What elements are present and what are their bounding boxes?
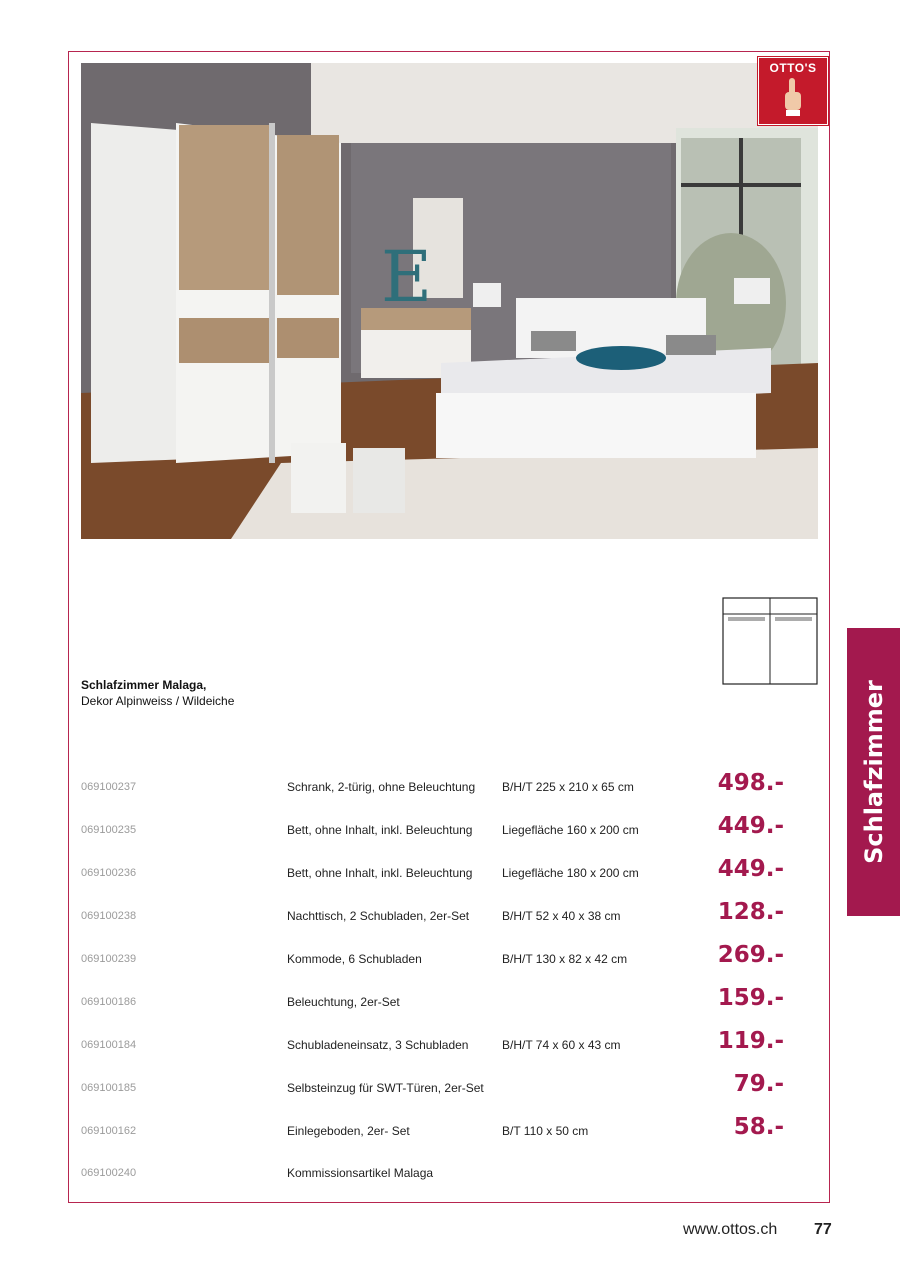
product-variant: Dekor Alpinweiss / Wildeiche <box>81 694 235 708</box>
product-title <box>81 677 234 709</box>
item-dimensions: B/H/T 52 x 40 x 38 cm <box>502 909 621 923</box>
item-description: Kommissionsartikel Malaga <box>287 1166 434 1180</box>
item-dimensions: B/H/T 225 x 210 x 65 cm <box>502 780 634 794</box>
item-description: Nachttisch, 2 Schubladen, 2er-Set <box>287 909 470 923</box>
article-number: 069100162 <box>81 1125 137 1137</box>
wardrobe-diagram-icon <box>722 597 818 685</box>
article-number: 069100184 <box>81 1039 137 1051</box>
article-number: 069100239 <box>81 953 137 965</box>
article-number: 069100235 <box>81 824 137 836</box>
item-dimensions: Liegefläche 160 x 200 cm <box>502 823 639 837</box>
page-number: 77 <box>814 1221 832 1238</box>
item-price: 128.- <box>717 899 784 925</box>
article-number: 069100237 <box>81 781 137 793</box>
item-price: 119.- <box>717 1028 784 1054</box>
bedroom-illustration <box>81 63 818 539</box>
item-dimensions: B/H/T 130 x 82 x 42 cm <box>502 952 628 966</box>
item-description: Beleuchtung, 2er-Set <box>287 995 400 1009</box>
item-description: Schrank, 2-türig, ohne Beleuchtung <box>287 780 476 794</box>
item-description: Bett, ohne Inhalt, inkl. Beleuchtung <box>287 823 473 837</box>
bedroom-photo <box>81 63 818 539</box>
article-number: 069100186 <box>81 996 137 1008</box>
article-number: 069100236 <box>81 867 137 879</box>
svg-text:E: E <box>381 236 433 318</box>
article-number: 069100185 <box>81 1082 137 1094</box>
item-price: 58.- <box>733 1114 784 1140</box>
price-list-row <box>0 1164 900 1207</box>
item-price: 498.- <box>717 770 784 796</box>
article-number: 069100240 <box>81 1167 137 1179</box>
item-price: 449.- <box>717 856 784 882</box>
item-price: 269.- <box>717 942 784 968</box>
category-tab-label: Schlafzimmer <box>859 680 888 864</box>
item-description: Selbsteinzug für SWT-Türen, 2er-Set <box>287 1081 484 1095</box>
item-price: 79.- <box>733 1071 784 1097</box>
item-dimensions: B/H/T 74 x 60 x 43 cm <box>502 1038 621 1052</box>
website-link[interactable]: www.ottos.ch <box>683 1221 778 1238</box>
item-description: Einlegeboden, 2er- Set <box>287 1124 410 1138</box>
item-price: 159.- <box>717 985 784 1011</box>
logo-text: OTTO'S <box>769 61 817 75</box>
ottos-logo[interactable] <box>758 57 828 125</box>
item-dimensions: Liegefläche 180 x 200 cm <box>502 866 639 880</box>
item-description: Bett, ohne Inhalt, inkl. Beleuchtung <box>287 866 473 880</box>
pointing-hand-icon <box>783 78 803 118</box>
price-list-row <box>0 1114 900 1165</box>
item-description: Kommode, 6 Schubladen <box>287 952 422 966</box>
item-description: Schubladeneinsatz, 3 Schubladen <box>287 1038 469 1052</box>
item-dimensions: B/T 110 x 50 cm <box>502 1124 589 1138</box>
product-name: Schlafzimmer Malaga, <box>81 678 207 692</box>
item-price: 449.- <box>717 813 784 839</box>
article-number: 069100238 <box>81 910 137 922</box>
